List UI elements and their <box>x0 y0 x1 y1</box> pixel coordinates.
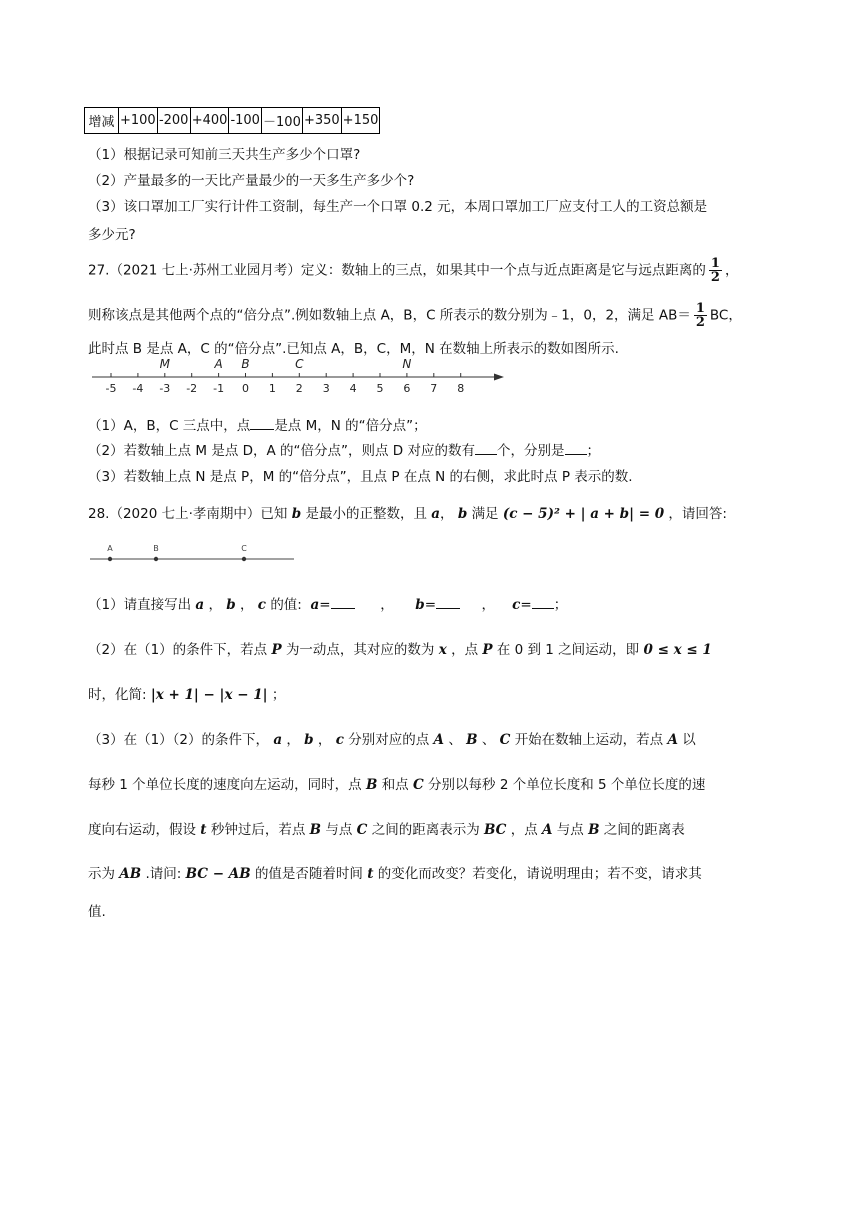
var-b: b <box>291 506 302 522</box>
one-half-fraction <box>694 302 707 329</box>
fraction-denominator: 2 <box>695 315 705 330</box>
q27-number-line <box>88 356 508 396</box>
q28-text: ， <box>208 597 222 613</box>
q28-text: 以 <box>682 732 696 748</box>
q27-text: （1）A，B，C 三点中，点 <box>88 418 251 434</box>
q28-text: ， <box>481 597 495 613</box>
q28-text: 和点 <box>381 777 409 793</box>
point-label: A <box>214 357 223 371</box>
q26-part3-line2: 多少元? <box>88 227 136 243</box>
distance-AB: AB <box>119 866 142 882</box>
point-label: C <box>241 544 247 553</box>
q28-text: （2）在（1）的条件下，若点 <box>88 642 268 658</box>
var-B: B <box>309 822 322 838</box>
point-label: C <box>295 357 304 371</box>
tick-label: 2 <box>295 382 303 395</box>
q28-statement <box>88 502 727 522</box>
point-dot <box>108 557 112 561</box>
q28-part2-line2 <box>88 683 285 703</box>
q27-part1 <box>88 414 427 434</box>
q28-text: 之间的距离表示为 <box>371 822 480 838</box>
var-b: b <box>415 597 425 613</box>
q28-text: ，点 <box>510 822 538 838</box>
q27-part2 <box>88 439 600 459</box>
q28-part3-line1 <box>88 728 696 748</box>
q28-text: ，点 <box>451 642 479 658</box>
var-A: A <box>542 822 553 838</box>
answer-blank <box>475 440 497 455</box>
axis-arrow <box>494 374 504 381</box>
q28-text: ， <box>380 597 394 613</box>
table-cell: +100 <box>119 108 158 134</box>
q28-text: 与点 <box>325 822 353 838</box>
tick-label: -2 <box>186 382 198 395</box>
q28-text: 度向右运动，假设 <box>88 822 196 838</box>
q27-text: BC， <box>709 307 742 324</box>
var-a: a <box>431 506 441 522</box>
answer-blank <box>250 415 274 430</box>
q28-text: 时，化简: <box>88 687 147 703</box>
equation: (c − 5)² + | a + b| = 0 <box>502 506 665 522</box>
tick-label: 1 <box>268 382 276 395</box>
q28-text: 、 <box>448 732 462 748</box>
q28-text: （1）请直接写出 <box>88 597 192 613</box>
var-x: x <box>438 642 447 658</box>
var-P: P <box>271 642 282 658</box>
table-header-cell: 增减 <box>85 108 119 134</box>
q28-text: ， <box>440 506 454 522</box>
q28-text: 28.（2020 七上·孝南期中）已知 <box>88 506 288 522</box>
var-a: a <box>273 732 283 748</box>
var-b: b <box>304 732 314 748</box>
table-cell: +150 <box>341 108 380 134</box>
tick-label: -5 <box>105 382 117 395</box>
q27-text: 是点 M，N 的“倍分点”； <box>274 418 427 434</box>
equals-sign: = <box>520 597 532 613</box>
q28-text: 、 <box>481 732 496 748</box>
q28-part1 <box>88 593 567 613</box>
q28-text: ； <box>271 687 286 703</box>
q28-text: 每秒 1 个单位长度的速度向左运动，同时，点 <box>88 777 362 793</box>
fraction-denominator: 2 <box>710 270 720 285</box>
q27-text: ； <box>586 443 600 459</box>
var-C: C <box>356 822 368 838</box>
q28-text: 秒钟过后，若点 <box>210 822 306 838</box>
q28-part3-line2 <box>88 773 705 793</box>
q28-text: ， <box>317 732 332 748</box>
q27-definition-line2 <box>88 302 742 329</box>
q27-text: ， <box>724 262 739 279</box>
answer-blank-b <box>436 594 460 609</box>
var-C: C <box>412 777 424 793</box>
var-B: B <box>365 777 378 793</box>
q26-part1: （1）根据记录可知前三天共生产多少个口罩? <box>88 147 361 163</box>
point-label: M <box>159 357 170 371</box>
q28-text: 示为 <box>88 866 115 882</box>
q28-part3-line4 <box>88 862 702 882</box>
var-c: c <box>512 597 521 613</box>
table-cell: +350 <box>302 108 341 134</box>
q28-part2-line1 <box>88 638 712 658</box>
var-t: t <box>200 822 207 838</box>
q28-text: 之间的距离表 <box>603 822 685 838</box>
q28-text: 满足 <box>471 506 499 522</box>
expression-BC-minus-AB: BC − AB <box>185 866 251 882</box>
q28-part3-line3 <box>88 818 685 838</box>
var-B: B <box>588 822 600 838</box>
expression: |x + 1| − |x − 1| <box>150 687 268 703</box>
q27-text: 27.（2021 七上·苏州工业园月考）定义：数轴上的三点，如果其中一个点与近点距离是它与远点距离的 <box>88 262 706 279</box>
var-c: c <box>335 732 344 748</box>
tick-label: 5 <box>376 382 384 395</box>
tick-label: 6 <box>403 382 411 395</box>
var-a: a <box>310 597 320 613</box>
var-B: B <box>466 732 478 748</box>
q26-part3-line1: （3）该口罩加工厂实行计件工资制，每生产一个口罩 0.2 元，本周口罩加工厂应支付工人的工资总额是 <box>88 199 708 215</box>
q28-text: 的值: <box>270 597 302 613</box>
tick-label: 4 <box>349 382 357 395</box>
q28-text: 分别以每秒 2 个单位长度和 5 个单位长度的速 <box>428 777 706 793</box>
point-label: A <box>107 544 113 553</box>
var-P: P <box>482 642 493 658</box>
q27-text: 个，分别是 <box>497 443 565 459</box>
q28-text: ， <box>239 597 254 613</box>
q28-text: .请问: <box>145 866 182 882</box>
q28-text: 分别对应的点 <box>348 732 430 748</box>
var-c: c <box>257 597 267 613</box>
tick-label: 0 <box>242 382 249 395</box>
var-C: C <box>499 732 511 748</box>
equals-sign: = <box>424 597 437 613</box>
q28-text: ，请回答: <box>668 506 727 522</box>
q28-text: 为一动点，其对应的数为 <box>285 642 435 658</box>
table-cell: +400 <box>190 108 229 134</box>
q28-text: ； <box>553 597 568 613</box>
table-cell: －100 <box>261 108 302 134</box>
production-record-table <box>84 107 380 134</box>
table-cell: -200 <box>157 108 190 134</box>
tick-label: 8 <box>457 382 465 395</box>
fraction-numerator: 1 <box>710 256 720 271</box>
q28-text: 开始在数轴上运动，若点 <box>514 732 664 748</box>
q28-number-line <box>88 540 298 568</box>
answer-blank <box>565 440 587 455</box>
point-dot <box>154 557 158 561</box>
q28-text: ， <box>286 732 300 748</box>
one-half-fraction <box>709 257 722 284</box>
q26-part2: （2）产量最多的一天比产量最少的一天多生产多少个? <box>88 173 415 189</box>
q27-definition-line1 <box>88 257 738 284</box>
tick-label: -4 <box>132 382 144 395</box>
q28-text: 在 0 到 1 之间运动，即 <box>496 642 640 658</box>
point-label: B <box>241 357 250 371</box>
answer-blank-c <box>532 594 554 609</box>
equals-sign: = <box>319 597 331 613</box>
tick-label: 7 <box>430 382 438 395</box>
point-label: N <box>402 357 412 371</box>
inequality: 0 ≤ x ≤ 1 <box>643 642 712 658</box>
q27-text: （2）若数轴上点 M 是点 D，A 的“倍分点”，则点 D 对应的数有 <box>88 443 475 459</box>
tick-label: 3 <box>322 382 330 395</box>
point-dot <box>242 557 246 561</box>
q28-text: 的值是否随着时间 <box>254 866 363 882</box>
var-A: A <box>667 732 678 748</box>
var-A: A <box>433 732 445 748</box>
q27-text: 则称该点是其他两个点的“倍分点”.例如数轴上点 A，B，C 所表示的数分别为﹣1，0，2，满足 AB＝ <box>88 307 691 324</box>
var-b: b <box>226 597 236 613</box>
var-t: t <box>367 866 374 882</box>
q28-text: 的变化而改变？若变化，请说明理由；若不变，请求其 <box>377 866 702 882</box>
point-label: B <box>153 544 159 553</box>
q27-part3: （3）若数轴上点 N 是点 P，M 的“倍分点”，且点 P 在点 N 的右侧，求此时点 P 表示的数. <box>88 469 633 485</box>
tick-label: -1 <box>213 382 225 395</box>
var-b: b <box>457 506 468 522</box>
q28-text: 是最小的正整数，且 <box>305 506 427 522</box>
var-a: a <box>195 597 205 613</box>
table-row <box>85 108 380 134</box>
tick-label: -3 <box>159 382 171 395</box>
table-cell: -100 <box>229 108 262 134</box>
q28-text: （3）在（1）（2）的条件下， <box>88 732 270 748</box>
q28-part3-line5: 值. <box>88 904 106 920</box>
q27-definition-line3: 此时点 B 是点 A，C 的“倍分点”.已知点 A，B，C，M，N 在数轴上所表示的数如图所示. <box>88 341 619 357</box>
distance-BC: BC <box>484 822 507 838</box>
fraction-numerator: 1 <box>695 301 705 316</box>
answer-blank-a <box>331 594 355 609</box>
q28-text: 与点 <box>556 822 584 838</box>
